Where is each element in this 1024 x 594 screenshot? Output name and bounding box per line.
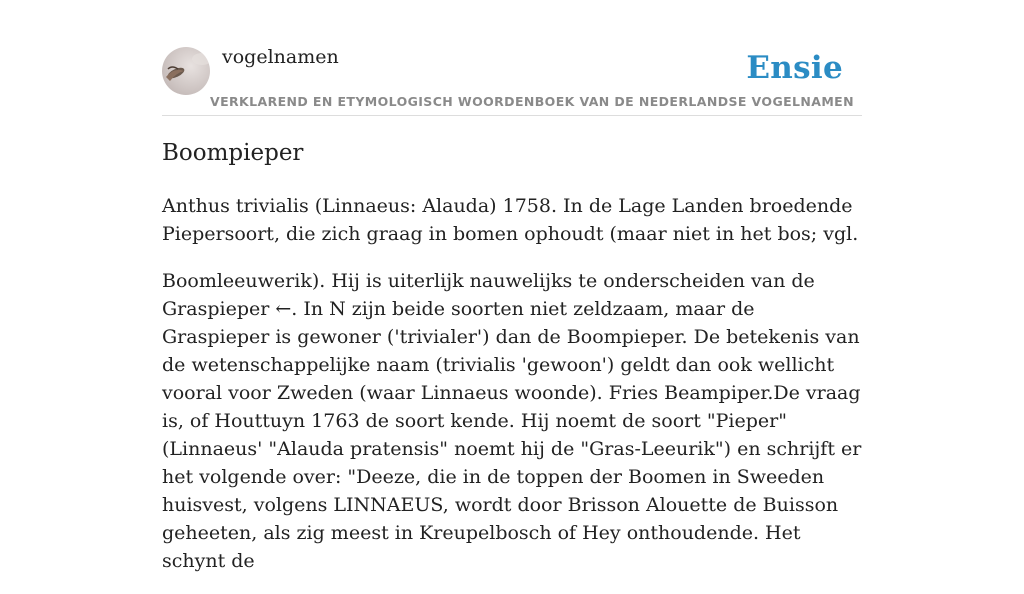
brand-logo-link[interactable]: Ensie [746,50,843,86]
entry-paragraph: Boomleeuwerik). Hij is uiterlijk nauwelijks te onderscheiden van de Graspieper ←. In N zijn beide soorten niet zeldzaam, maar de Graspieper is gewoner ('trivialer') dan de Boompieper. De betekenis van de wetenschappelijke naam (trivialis 'gewoon') geldt dan ook wellicht vooral voor Zweden (waar Linnaeus woonde). Fries Beampiper.De vraag is, of Houttuyn 1763 de soort kende. Hij noemt de soort "Pieper" (Linnaeus' "Alauda pratensis" noemt hij de "Gras-Leeurik") en schrijft er het volgende over: "Deeze, die in de toppen der Boomen in Sweeden huisvest, volgens LINNAEUS, wordt door Brisson Alouette de Buisson geheeten, als zig meest in Kreupelbosch of Hey onthoudende. Het schynt de [162,270,862,572]
bird-photo-avatar [162,47,210,95]
entry-title: Boompieper [162,140,304,166]
header-divider [162,115,862,116]
entry-content [162,192,862,594]
site-name-link[interactable]: vogelnamen [222,46,339,68]
site-avatar[interactable] [162,47,210,95]
entry-paragraph: Anthus trivialis (Linnaeus: Alauda) 1758. In de Lage Landen broedende Piepersoort, die zich graag in bomen ophoudt (maar niet in het bos; vgl. [162,195,859,245]
site-tagline: VERKLAREND EN ETYMOLOGISCH WOORDENBOEK VAN DE NEDERLANDSE VOGELNAMEN [210,94,854,109]
